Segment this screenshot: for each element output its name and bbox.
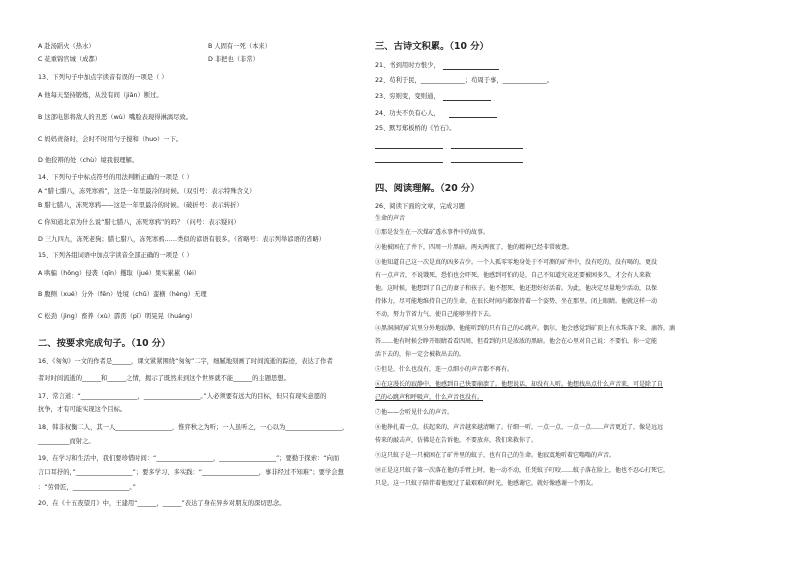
q23: 23、穷则变，变则通，	[375, 93, 440, 100]
paragraph-5: ⑤但是，什么也没有，连一点细小的声音都不再有。	[375, 366, 514, 373]
section4-heading: 四、阅读理解。（20 分）	[375, 183, 480, 194]
q13-option-b: B 这部电影将敌人的丑恶（wù）嘴脸表现得淋漓尽致。	[38, 114, 192, 121]
q14-stem: 14、下列句子中标点符号的用法判断正确的一项是（ ）	[38, 174, 193, 181]
q14-option-b: B 腊七腊八，冻死寒鸦——这是一年里最冷的时候。（破折号：表示转折）	[38, 202, 243, 209]
q19-line-1: 19、在学习和生活中，我们要珍惜时间：“__________________，__________________”；要勤于探索：“向而	[38, 455, 340, 462]
q19-line-3: ：“劳骨匠，__________________。”	[38, 484, 136, 491]
q25-blank-1[interactable]	[375, 148, 443, 149]
q15-option-a: A 哄骗（hōng）侵袭（qīn）攫取（jué）果实累累（léi）	[38, 270, 201, 277]
q16-line-2: 者对时间流逝的______和______之情，揭示了既然来到这个世界就不能______的主题思想。	[38, 375, 290, 382]
q25: 25、默写郑板桥的《竹石》。	[375, 125, 456, 132]
paragraph-9: ⑨这只蚊子是一只被困在了矿井里的蚊子，也有自己的生命。他寂寞地听着它嗡嗡的声音。	[375, 452, 616, 459]
q13-option-d: D 他狡辩的处（chù）境我很理解。	[38, 157, 139, 164]
q24-answer-blank[interactable]	[449, 117, 497, 118]
q12-option-d: D 非把也（非常）	[208, 56, 259, 63]
paragraph-3-line-2: 有一点声音，不说饿死，恐怕也会吓死。他感到可怕的是，自己不知道究竟还要被困多久，才会有人来救	[375, 272, 652, 279]
q21-answer-blank[interactable]	[443, 69, 499, 70]
q25-blank-4[interactable]	[451, 162, 523, 163]
paragraph-3-line-4: 持体力，尽可能地维持自己的生命，在很长时间内都保持着一个姿势，坐在那里，闭上眼睛。他就这样一动	[375, 298, 658, 305]
q24: 24、功夫不负有心人，	[375, 110, 440, 117]
paragraph-10-line-2: 只是，这一只蚊子陪伴着他度过了最艰难的时光，他感谢它，就好像感谢一个朋友。	[375, 480, 598, 487]
q20: 20、在《十五夜望月》中，王建用“______，______”表达了身在异乡对朋友的深切思念。	[38, 500, 286, 507]
paragraph-7: ⑦他——会听见什么的声音。	[375, 409, 454, 416]
q15-option-c: C 松劲（jìng）畜养（xù）霹雳（pī）明晃晃（huáng）	[38, 313, 197, 320]
paragraph-3-line-1: ③他知道自己这一次是真的凶多吉少。一个人孤零零地身处于不可测的矿井中，没有吃的，没有喝的，更没	[375, 259, 658, 266]
section2-heading: 二、按要求完成句子。（10 分）	[38, 338, 171, 349]
q14-option-d: D 三九四九，冻死老狗；腊七腊八，冻死寒鸦……类似的谚语有很多。（省略号：表示列举谚语的省略）	[38, 236, 326, 243]
article-title: 生命的声音	[375, 215, 406, 222]
q12-option-a: A 赴汤蹈火（热水）	[38, 43, 95, 50]
q13-option-a: A 他每天坚持锻炼，从没有间（jiān）断过。	[38, 92, 163, 99]
paragraph-6-line-1: ⑥在这漫长的寂静中，他感到自己快要崩溃了。他想说话，却没有人听。他想找出点什么声音来，可是除了自	[375, 381, 664, 388]
paragraph-4-line-2: 答……他有时候会睁开眼睛看看四周，但看到的只是浓浓的黑暗。他会在心里对自己说：不要怕，你一定能	[375, 338, 658, 345]
q15-stem: 15、下列各组词语中加点字读音全部正确的一项是（ ）	[38, 252, 193, 259]
q12-option-c: C 花重锦官城（成都）	[38, 56, 102, 63]
q25-blank-3[interactable]	[375, 162, 443, 163]
section3-heading: 三、古诗文积累。（10 分）	[375, 41, 489, 52]
q22: 22、苟利于民，______________；苟周于事，______________。	[375, 77, 554, 84]
q14-option-a: A “腊七腊八，冻死寒鸦”，这是一年里最冷的时候。（双引号：表示特殊含义）	[38, 188, 256, 195]
q21: 21、书到用时方恨少，	[375, 62, 440, 69]
paragraph-3-line-5: 不动，努力节省力气，使自己能够坚持下去。	[375, 311, 496, 318]
paragraph-6-line-2: 己的心跳声和呼吸声，什么声音也没有。	[375, 394, 484, 401]
q17-line-2: 抗争，才有可能实现这个目标。	[38, 406, 127, 413]
q18-line-1: 18、韩非权衡二人，其一人__________________，惟弈秋之为听；一人虽听之，一心以为__________________，	[38, 424, 349, 431]
paragraph-8-line-1: ⑧他挣扎着一点，扶起来的，声音越来越清晰了。仔细一听，一点一点、一点一点……声音更近了，像是远远	[375, 424, 664, 431]
q17-line-1: 17、常言道：“__________________，__________________。”人必须要有远大的目标，但只有现实意愿的	[38, 393, 327, 400]
paragraph-3-line-3: 他。这时候，他想到了自己的妻子和孩子。他不想死，他还想好好活着。为此，他决定尽量地少活动，以保	[375, 285, 658, 292]
q16-line-1: 16、《匆匆》一文的作者是______，课文紧紧围绕“匆匆”二字，细腻地刻画了时间流逝的踪迹，表达了作者	[38, 358, 333, 365]
paragraph-10-line-1: ⑩正是这只蚊子第一次落在他的手臂上时，他一动不动，任凭蚊子叮咬……蚊子落在脸上，他也不忍心打死它，	[375, 467, 670, 474]
paragraph-4-line-3: 活下去的，你一定会被救出去的。	[375, 351, 466, 358]
q14-option-c: C 你知道北京为什么说“腊七腊八，冻死寒鸦”的吗？（问号：表示疑问）	[38, 219, 240, 226]
paragraph-4-line-1: ④黑洞洞的矿坑里分外地寂静。他能听到的只有自己的心跳声。偶尔，他会感觉到矿顶上有水珠落下来，滴答，滴	[375, 325, 676, 332]
paragraph-2: ②他被困在了井下，四周一片黑暗。两天两夜了，他的精神已经非常疲惫。	[375, 244, 574, 251]
q23-answer-blank[interactable]	[443, 100, 491, 101]
q26: 26、阅读下面的文章，完成习题	[375, 203, 465, 210]
q18-line-2: __________而射之。	[38, 438, 95, 445]
q25-blank-2[interactable]	[451, 148, 523, 149]
paragraph-8-line-2: 传来的敲击声，仿佛是在告诉他，不要放弃，我们来救你了。	[375, 437, 538, 444]
q13-stem: 13、下列句子中加点字读音有误的一项是（ ）	[38, 74, 168, 81]
q12-option-b: B 人固有一死（本来）	[208, 43, 271, 50]
paragraph-1: ①那是发生在一次煤矿透水事件中的故事。	[375, 229, 490, 236]
q13-option-c: C 妈妈责备时，会时不时用勺子搅和（huo）一下。	[38, 136, 183, 143]
q19-line-2: 言口耳抒的，”__________________”；要多学习、多实践：“__________________，事非经过不知难”；要学会想	[38, 469, 344, 476]
q15-option-b: B 腹侧（xué）分外（fēn）处境（chǔ）蛮横（hèng）无理	[38, 291, 207, 298]
